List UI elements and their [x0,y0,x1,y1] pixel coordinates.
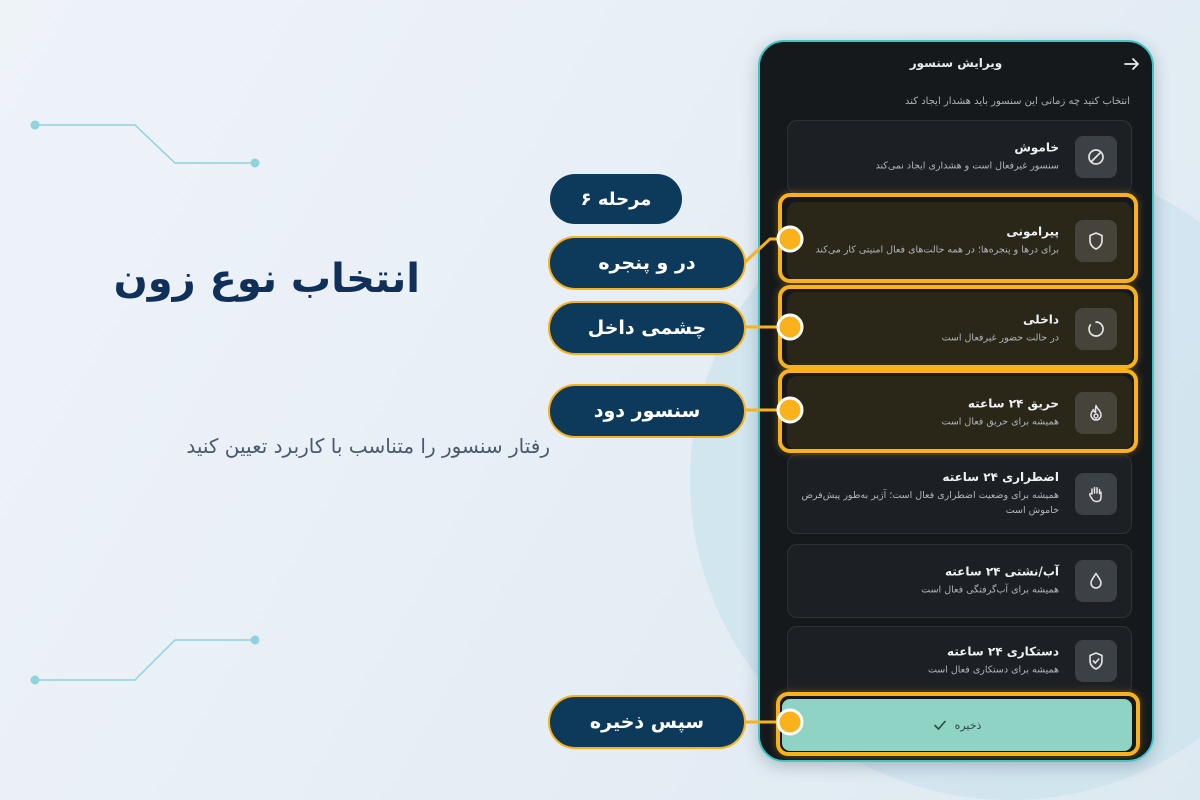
option-description: سنسور غیرفعال است و هشداری ایجاد نمی‌کند [875,160,1059,172]
option-emergency[interactable] [787,454,1132,534]
callout-door-window: در و پنجره [548,236,746,290]
option-title: داخلی [1023,312,1059,327]
option-fire[interactable] [787,376,1132,450]
option-description: همیشه برای دستکاری فعال است [927,664,1059,676]
shield-check-icon [1075,640,1117,682]
hand-icon [1075,473,1117,515]
option-description: برای درها و پنجره‌ها؛ در همه حالت‌های فعال امنیتی کار می‌کند [815,244,1059,256]
phone-screen [758,40,1154,762]
option-title: آب/نشتی ۲۴ ساعته [944,564,1059,579]
option-title: حریق ۲۴ ساعته [967,396,1059,411]
option-title: اضطراری ۲۴ ساعته [942,470,1059,484]
option-title: خاموش [1014,140,1059,155]
callout-smoke-sensor: سنسور دود [548,384,746,438]
option-description: در حالت حضور غیرفعال است [941,332,1059,344]
option-description: همیشه برای آب‌گرفتگی فعال است [921,584,1059,596]
option-water-leak[interactable] [787,544,1132,618]
step-badge: مرحله ۶ [550,174,682,224]
option-interior[interactable] [787,292,1132,366]
callout-indoor-eye: چشمی داخل [548,301,746,355]
phone-header [760,42,1152,86]
disabled-icon [1075,136,1117,178]
save-button[interactable] [782,699,1132,751]
option-description: همیشه برای وضعیت اضطراری فعال است؛ آژیر به‌طور پیش‌فرض خاموش است [801,490,1059,516]
option-off[interactable] [787,120,1132,194]
option-tamper[interactable] [787,626,1132,696]
partial-circle-icon [1075,308,1117,350]
option-description: همیشه برای حریق فعال است [941,416,1059,428]
back-arrow-icon[interactable] [1122,54,1142,74]
shield-icon [1075,220,1117,262]
callout-then-save: سپس ذخیره [548,695,746,749]
instruction-text: انتخاب کنید چه زمانی این سنسور باید هشدار ایجاد کند [905,96,1130,107]
option-perimeter[interactable] [787,202,1132,280]
checkmark-icon [933,718,947,732]
page-subtitle: رفتار سنسور را متناسب با کاربرد تعیین کنید [186,434,550,458]
flame-icon [1075,392,1117,434]
option-title: پیرامونی [1006,224,1059,239]
save-button-label: ذخیره [954,718,982,732]
water-drop-icon [1075,560,1117,602]
circuit-decoration [0,0,400,800]
screen-title: ویرایش سنسور [909,56,1003,70]
option-title: دستکاری ۲۴ ساعته [947,644,1059,659]
page-title: انتخاب نوع زون [113,256,420,302]
